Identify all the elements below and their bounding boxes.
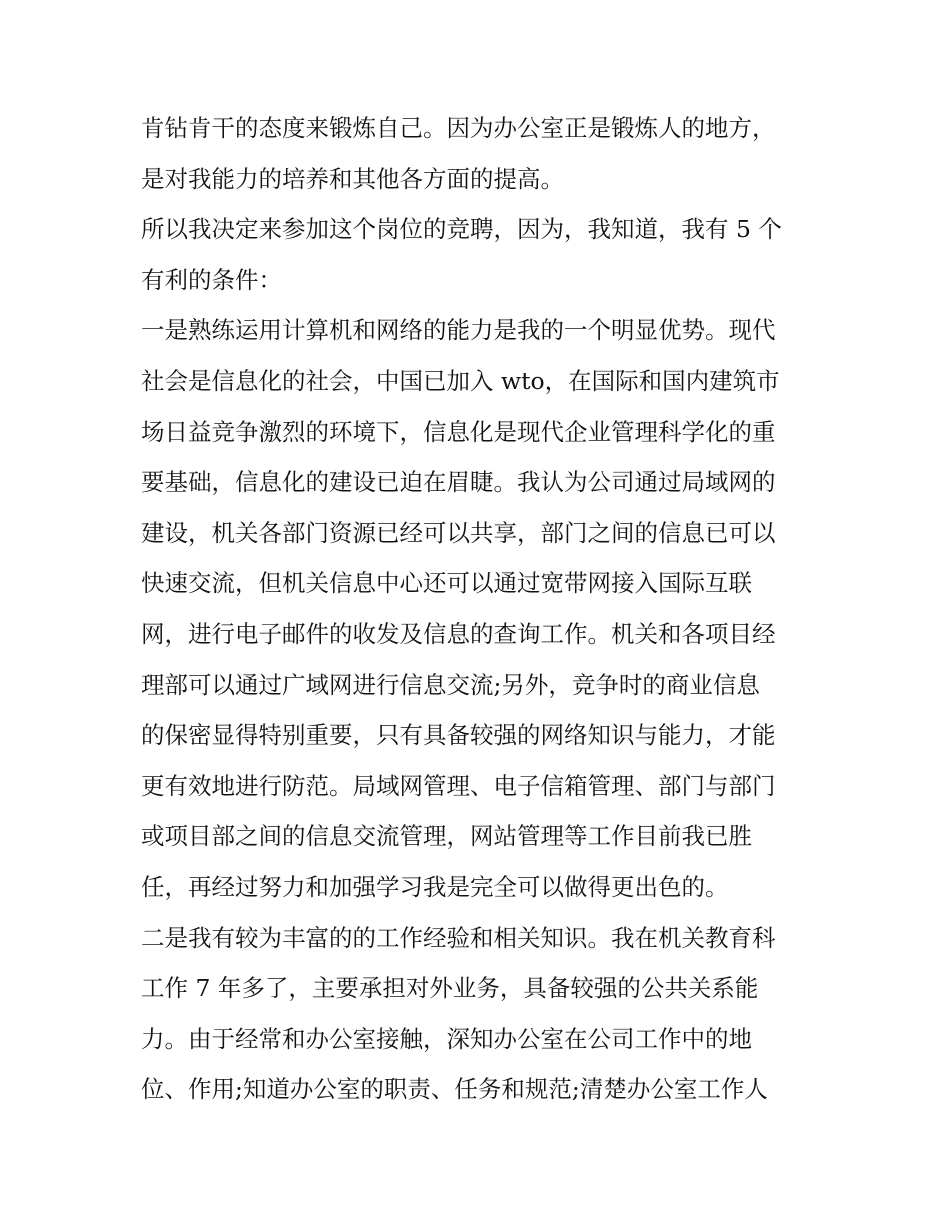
text-line: 工作 7 年多了，主要承担对外业务，具备较强的公共关系能 bbox=[141, 974, 759, 1003]
text-line: 一是熟练运用计算机和网络的能力是我的一个明显优势。现代 bbox=[141, 316, 776, 345]
text-line: 有利的条件： bbox=[141, 265, 282, 294]
document-body bbox=[141, 103, 821, 1115]
text-line: 力。由于经常和办公室接触，深知办公室在公司工作中的地 bbox=[141, 1024, 752, 1053]
text-line: 快速交流，但机关信息中心还可以通过宽带网接入国际互联 bbox=[141, 569, 752, 598]
text-line: 或项目部之间的信息交流管理，网站管理等工作目前我已胜 bbox=[141, 822, 752, 851]
text-line: 所以我决定来参加这个岗位的竞聘，因为，我知道，我有 5 个 bbox=[141, 215, 782, 244]
text-line: 场日益竞争激烈的环境下，信息化是现代企业管理科学化的重 bbox=[141, 417, 776, 446]
text-line: 位、作用;知道办公室的职责、任务和规范;清楚办公室工作人 bbox=[141, 1075, 768, 1104]
text-line: 理部可以通过广域网进行信息交流;另外，竞争时的商业信息 bbox=[141, 670, 760, 699]
text-line: 是对我能力的培养和其他各方面的提高。 bbox=[141, 164, 564, 193]
text-line: 更有效地进行防范。局域网管理、电子信箱管理、部门与部门 bbox=[141, 771, 776, 800]
text-line: 网，进行电子邮件的收发及信息的查询工作。机关和各项目经 bbox=[141, 619, 776, 648]
text-line: 建设，机关各部门资源已经可以共享，部门之间的信息已可以 bbox=[141, 518, 776, 547]
text-line: 任，再经过努力和加强学习我是完全可以做得更出色的。 bbox=[141, 872, 729, 901]
text-line: 二是我有较为丰富的的工作经验和相关知识。我在机关教育科 bbox=[141, 923, 776, 952]
text-line: 的保密显得特别重要，只有具备较强的网络知识与能力，才能 bbox=[141, 721, 776, 750]
text-line: 要基础，信息化的建设已迫在眉睫。我认为公司通过局域网的 bbox=[141, 468, 776, 497]
text-line: 社会是信息化的社会，中国已加入 wto，在国际和国内建筑市 bbox=[141, 366, 780, 395]
text-line: 肯钻肯干的态度来锻炼自己。因为办公室正是锻炼人的地方， bbox=[141, 114, 776, 142]
